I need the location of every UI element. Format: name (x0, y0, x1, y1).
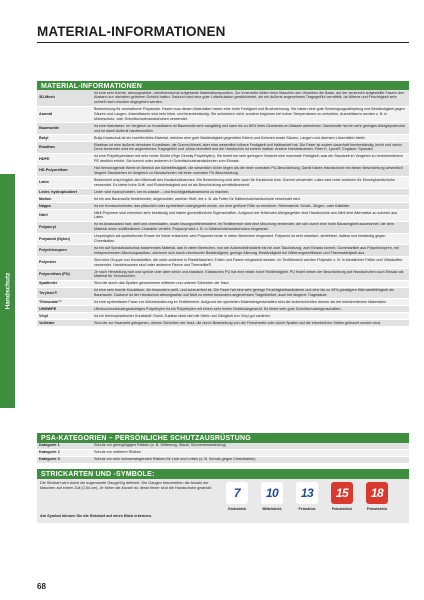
gauge-label: Mittelstrick (262, 507, 282, 511)
row-label: Polyamid (Nylon) (37, 233, 92, 245)
row-label: Kategorie 1 (37, 443, 92, 449)
table-row (37, 106, 409, 123)
row-description: Je nach Herstellung hart und spröde oder aber weich und elastisch. Elastisches PU hat eine relativ hohe Reißfestigkeit. PU findet neben der Beschichtung auf Handschuhen auch Einsatz als Material für Schuhsohlen. (92, 268, 409, 280)
table-row (37, 196, 409, 203)
side-tab-label: Handschutz (4, 272, 11, 310)
table-row (37, 123, 409, 135)
row-description: Bezeichnung für aromatische Polyamide. Fasern aus diesen Materialien haben eine hohe Festigkeit und Bruchdehnung. Sie haben eine gute Schwingungsdämpfung und Beständigkeit gegen Säuren und Laugen. Aramidfasern sind sehr hitze- und feuerbeständig. Sie schmelzen nicht, sondern beginnen bei hohen Temperaturen zu verkohlen. Aramidfasern werden z. B. in Motorschutz- oder Schnittschutzhandschuhen verwendet. (92, 106, 409, 123)
row-label: Terylene® (37, 287, 92, 299)
row-description: Ist ein aus Baumwolle bestehender, angerauhter, weicher Stoff, der z. B. als Futter für Kälteschutzhandschuhe verwendet wird. (92, 196, 409, 203)
stitch-note: Am Symbol können Sie die Strickart auf einen Blick erkennen. (40, 514, 153, 518)
row-label: Elasthan (37, 141, 92, 153)
gauge-15-icon: 15 (331, 482, 353, 504)
row-description: Bezeichnet ursprünglich den Milchsaft des Kautschukbaumes. Die Bezeichnung wird aber auch für Kautschuk bzw. Gummi verwendet. Latex wird unter anderem für Einweghandschuhe verwendet. Es bietet hohe Griff- und Rutschfestigkeit und ist als Beschichtung schnittdämmend. (92, 177, 409, 189)
table-row (37, 165, 409, 177)
side-tab (0, 174, 15, 408)
table-row (37, 210, 409, 222)
row-label: Polyester (37, 257, 92, 269)
table-row (37, 449, 409, 456)
gauge-13-icon: 13 (296, 482, 318, 504)
row-description: Schutz vor mittleren Risiken (92, 449, 409, 456)
psa-section-header: PSA-KATEGORIEN – PERSÖNLICHE SCHUTZAUSRÜSTUNG (37, 433, 409, 444)
row-description: Sind eine Gruppe von Kunststoffen, die unter anderem in Plastikflaschen, Folien und Fasern eingesetzt werden. Im Textilbereich werden Polyester z. B. in künstlichen Fellen und Vliesstoffen verwendet. Handelsnamen sind unter anderem Fleece und Thermolite®. (92, 257, 409, 269)
row-description: Ist eine sehr leichte Kunstfaser, die besonders weiß- und scheuerfest ist. Die Faser hat eine sehr geringe Feuchtigkeitsaufnahme und eine bis zu 40% günstigere Wärmeleitfähigkeit als Baumwolle. Dadurch ist der Handschuh atmungsaktiv und führt zu einem besonders angenehmen Trageklimfort, auch bei längerer Tragedauer. (92, 287, 409, 299)
table-row (37, 456, 409, 463)
row-description: Nitril-Polymere sind chemisch sehr beständig und haben gummiähnliche Eigenschaften. Aufgrund der fehlenden Allergiegefahr sind Handschuhe aus Nitril eine Alternative zu solchen aus Latex. (92, 210, 409, 222)
row-label: Polychloropren (37, 245, 92, 257)
row-description: Schutz vor sehr schwerwiegenden Risiken für Leib und Leben (z. B. Schutz gegen Chemikalien) (92, 456, 409, 463)
row-label: Nitril (37, 210, 92, 222)
row-label: Molton (37, 196, 92, 203)
row-label: Butyl (37, 134, 92, 141)
row-description: Ist eine sehr leichte, atmungsaktive, dreidimensional aufgebaute Materialkomposition. Zur Innenseite bilden feine Maschen den Gewebes die Basis, auf der senkrecht aufgestellte Fasern den Abstand zur nächsten gröberen Schicht halten. Dadurch wird eine gute Luftzirkulation gewährleistet, die ein äußerst angenehmes Tragegefühl vermittelt, da Wärme und Feuchtigkeit sehr schnell nach draußen abgegeben werden. (92, 90, 409, 106)
table-row (37, 306, 409, 313)
title-divider (37, 42, 409, 43)
table-row (37, 299, 409, 306)
table-row (37, 90, 409, 106)
row-label: Leder, hydrophobiert (37, 189, 92, 196)
row-label: HD-Polyurethan (37, 165, 92, 177)
row-label: Thinsulate™ (37, 299, 92, 306)
row-label: Polyacryl (37, 221, 92, 233)
table-row (37, 245, 409, 257)
gauge-label: Feinstrick (298, 507, 316, 511)
row-label: Vollleder (37, 320, 92, 327)
table-row (37, 233, 409, 245)
stitch-info-box (37, 479, 409, 523)
table-row (37, 257, 409, 269)
table-row (37, 320, 409, 327)
gauge-label: Grobstrick (227, 507, 247, 511)
page-number: 68 (37, 582, 46, 591)
row-description: Ist im Anlassstand hart, steif und chemikalien- sowie lösungsmittelresistent. Im Textilbereich wird eine Mischung verwendet, die sich durch eine hohe Bauschigkeit auszeichnet, die dem Material einen wollähnlichen Charakter verleiht. Polyacryl wird z. B. in Kälteschutzhandschuhen eingesetzt. (92, 221, 409, 233)
row-label: Latex (37, 177, 92, 189)
table-row (37, 177, 409, 189)
table-row (37, 280, 409, 287)
table-row (37, 141, 409, 153)
table-row (37, 221, 409, 233)
row-description: Ist eine Polyethylenfaser mit sehr hoher Dichte (High Density Polyethylen). Sie bietet bei sehr geringem Gewicht eine maximale Festigkeit, was die Standzeit im Vergleich zu herkömmlichem PE deutlich erhöht. Sie kommt unter anderem in Schnittschutzhandschuhen zum Einsatz. (92, 153, 409, 165)
row-label: Spaltleder (37, 280, 92, 287)
row-description: Sind die zur Haarseite gelegenen, oberen Schichten der Haut, die durch Bearbeitung von der Fleischseite oder durch Spalten auf die erforderliche Stärke gebracht worden sind. (92, 320, 409, 327)
page-title: MATERIAL-INFORMATIONEN (37, 24, 226, 39)
row-label: Kategorie 2 (37, 449, 92, 456)
row-label: UHMWPE (37, 306, 92, 313)
row-description: Sind die durch das Spalten gewonnenen mittleren und unteren Schichten der Haut. (92, 280, 409, 287)
stitch-section-header: STRICKARTEN UND -SYMBOLE: (37, 469, 409, 480)
materials-table (37, 90, 409, 327)
row-label: Nappa (37, 203, 92, 210)
row-description: Ist eine synthetische Faser zur Wärmeisolierung im Textilbereich. Aufgrund der speziellen Materialeigenschaften sind die Isolierschichten dünner als bei herkömmlichen Materialien. (92, 299, 409, 306)
table-row (37, 189, 409, 196)
row-label: Aramid (37, 106, 92, 123)
row-description: Ist ein auf Spezialkautschuk basierendes Material, das in vielen Bereichen, von der Automobilindustrie bis hin zum Tauchanzug, zum Einsatz kommt. Gummiartikel aus Polychloropren, mit entsprechenden Mischungsaufbau, zeichnen sich durch chemischer Beständigkeit, geringe Alterung, Beständigkeit bei Witterungseinflüssen und Flammwidrigkeit aus. (92, 245, 409, 257)
row-label: 3D-Mesh (37, 90, 92, 106)
row-label: HDPE (37, 153, 92, 165)
table-row (37, 134, 409, 141)
row-description: Schutz vor geringfügigen Risiken (z. B. Witterung, Staub, Sonneneinstrahlung) (92, 443, 409, 449)
row-description: Ist eine Naturfaser. Im Vergleich zu Kunstfasern ist Baumwolle sehr saugfähig und kann bis zu 80% ihres Gewichtes an Wasser aufnehmen. Baumwolle hat ein sehr geringes Allergiepotenzial und ist damit äußerst hautfreundlich. (92, 123, 409, 135)
gauge-label: Feinststrick (331, 507, 353, 511)
materials-section-header: MATERIAL-INFORMATIONEN (37, 81, 409, 92)
row-description: Ist ein thermoplastischer Kunststoff. Durch Zusätze lässt sich die Härte und Zähigkeit von Vinyl gut variieren. (92, 313, 409, 320)
row-description: Leder wird hydrophobiert, um es wasser – und feuchtigkeitsabweisend zu machen. (92, 189, 409, 196)
row-description: Butyl-Kautschuk ist ein hochflexibles Material, welches eine gute Beständigkeit gegenüber Estern und Ketonen sowie Säuren, Laugen und diversen Lösemitteln bietet. (92, 134, 409, 141)
table-row (37, 203, 409, 210)
table-row (37, 268, 409, 280)
row-description: Elasthan ist eine äußerst dehnbare Kunstfaser, die Gummi ähnelt, aber eine wesentlich höhere Festigkeit und Haltbarkeit hat. Die Faser ist zudem dauerhaft formbeständig, leicht und weich. Denn Anwender wird ein angenehmes Tragegefühl und -klima vermittelt und der Handschuh ist extrem haltbar. Andere Handelsnamen: Fiber K, Lycra®, Englisch: Spandex (92, 141, 409, 153)
row-description: Ursprünglich als synthetischer Ersatz für Seide entwickelt, wird Polyamid heute in vielen Bereichen eingesetzt. Polyamid ist sehr elastisch, abriebfest, haltbar und beständig gegen Chemikalien. (92, 233, 409, 245)
gauge-18-icon: 18 (366, 482, 388, 504)
gauge-10-icon: 10 (261, 482, 283, 504)
stitch-description: Die Strickart wird durch die sogenannte Gauge/Gg definiert. Die Gaugen beschreiben die Anzahl der Maschen auf einem Zoll (2,54 cm). Je höher die Anzahl ist, desto feiner sind die Handschuhe gestrickt. (40, 481, 213, 490)
row-label: Kategorie 3 (37, 456, 92, 463)
table-row (37, 313, 409, 320)
row-label: Polyurethan (PU) (37, 268, 92, 280)
table-row (37, 287, 409, 299)
row-label: Vinyl (37, 313, 92, 320)
gauge-label: Feinststrick (366, 507, 388, 511)
row-description: Ultrahochmolekulargewichtiges Polyethylen ist ein Polyethylen mit einem sehr hohen Molekulargewicht. Es bietet sehr gute Schnittschutzeigenschaften. (92, 306, 409, 313)
row-description: Hat hervorragende Werte im Bereich der Abriebfestigkeit, die wesentlich höher liegen als die einer normalen PU-Beschichtung. Damit haben Handschuhe mit dieser Beschichtung wesentlich längere Standzeiten im Vergleich zu Handschuhen mit einer normalen PU-Beschichtung. (92, 165, 409, 177)
gauge-7-icon: 7 (226, 482, 248, 504)
psa-table (37, 443, 409, 464)
table-row (37, 153, 409, 165)
row-description: Ist ein Kunstschuhleder, das pflanzlich oder synthetisch nachgegerbt wurde, um eine größere Fülle zu erreichen. Rohmaterial: Schaf-, Ziegen- oder Kalbfelle. (92, 203, 409, 210)
row-label: Baumwolle (37, 123, 92, 135)
